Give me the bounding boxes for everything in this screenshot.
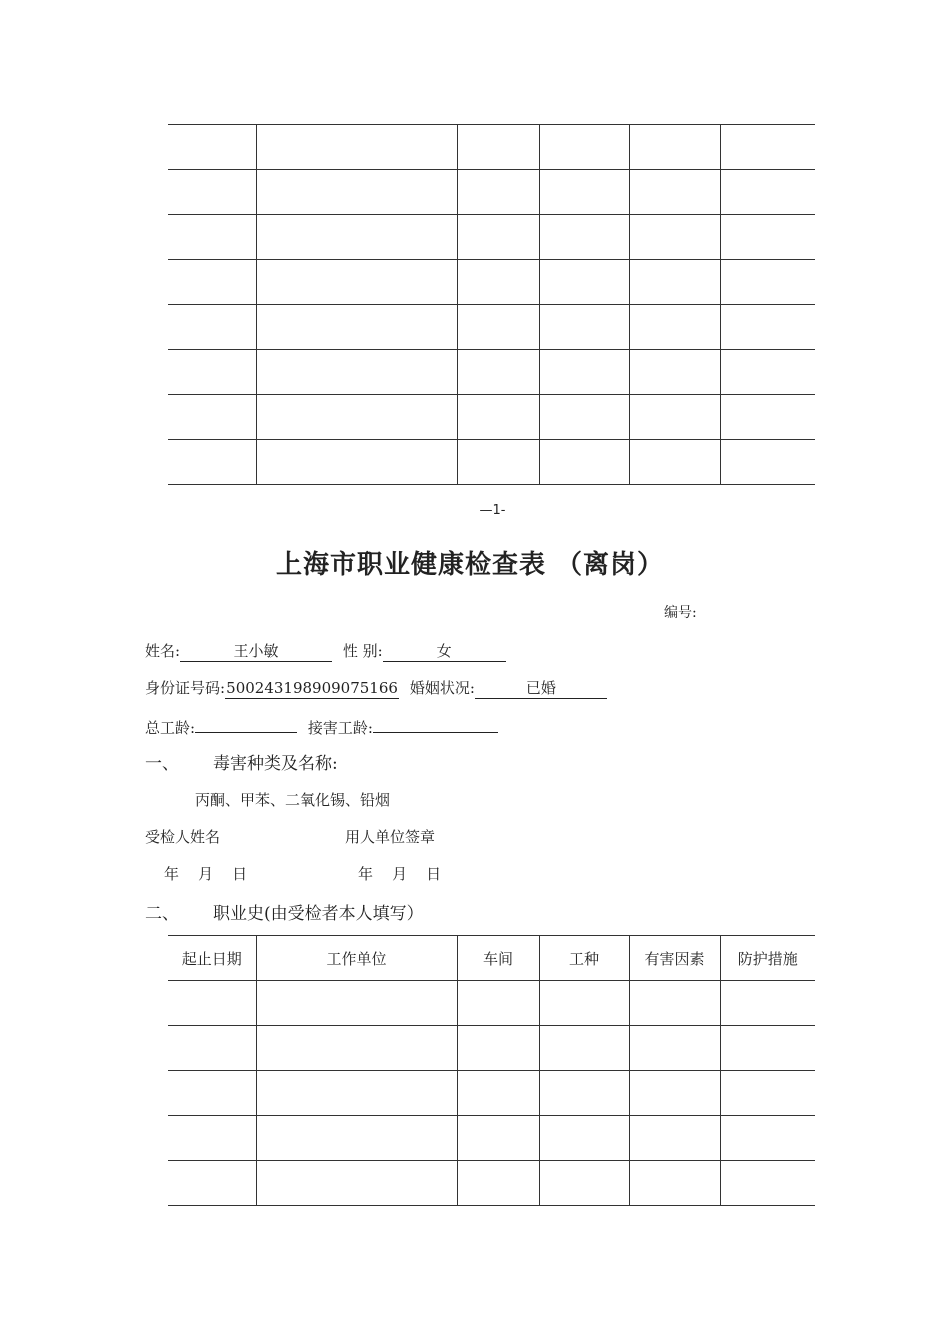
column-header-hazards: 有害因素 [629, 936, 720, 981]
table-row [168, 1116, 815, 1161]
examinee-name-label: 受检人姓名 [145, 828, 221, 846]
marital-label: 婚姻状况: [409, 679, 475, 697]
table-row [168, 981, 815, 1026]
examinee-date: 年 月 日 [164, 865, 248, 883]
work-years-row [145, 713, 498, 738]
section2-title: 职业史(由受检者本人填写） [213, 904, 424, 924]
table-row [168, 125, 815, 170]
column-header-employer: 工作单位 [256, 936, 457, 981]
gender-field[interactable]: 女 [383, 642, 506, 662]
section1-heading [145, 749, 338, 774]
previous-history-table [168, 124, 815, 485]
total-years-label: 总工龄: [145, 719, 196, 737]
section1-number: 一、 [145, 754, 179, 774]
table-row [168, 395, 815, 440]
work-history-table [168, 935, 815, 1206]
table-row [168, 260, 815, 305]
table-row [168, 170, 815, 215]
section2-number: 二、 [145, 904, 179, 924]
column-header-protection: 防护措施 [720, 936, 815, 981]
section2-heading [145, 899, 424, 924]
toxic-substances: 丙酮、甲苯、二氧化锡、铅烟 [195, 791, 391, 809]
column-header-job-type: 工种 [539, 936, 629, 981]
total-years-field[interactable] [195, 713, 297, 733]
id-label: 身份证号码: [145, 679, 226, 697]
name-label: 姓名: [145, 642, 181, 660]
id-marital-row [145, 677, 607, 699]
table-row [168, 1026, 815, 1071]
exposure-years-field[interactable] [373, 713, 498, 733]
table-row [168, 215, 815, 260]
table-row [168, 1071, 815, 1116]
table-row [168, 350, 815, 395]
page-number: —1- [479, 503, 506, 518]
column-header-dates: 起止日期 [168, 936, 256, 981]
exposure-years-label: 接害工龄: [307, 719, 373, 737]
table-row [168, 305, 815, 350]
page-title: 上海市职业健康检查表 （离岗） [275, 550, 665, 580]
table-row [168, 1161, 815, 1206]
name-field[interactable]: 王小敏 [180, 642, 332, 662]
employer-seal-label: 用人单位签章 [345, 828, 436, 846]
name-gender-row [145, 640, 506, 662]
table-row [168, 440, 815, 485]
section1-title: 毒害种类及名称: [213, 754, 338, 774]
serial-number-label: 编号: [664, 605, 697, 621]
id-number-field[interactable]: 500243198909075166 [226, 679, 398, 697]
marital-field[interactable]: 已婚 [475, 679, 607, 699]
table-header-row [168, 936, 815, 981]
gender-label: 性 别: [342, 642, 383, 660]
column-header-workshop: 车间 [457, 936, 539, 981]
employer-date: 年 月 日 [358, 865, 442, 883]
